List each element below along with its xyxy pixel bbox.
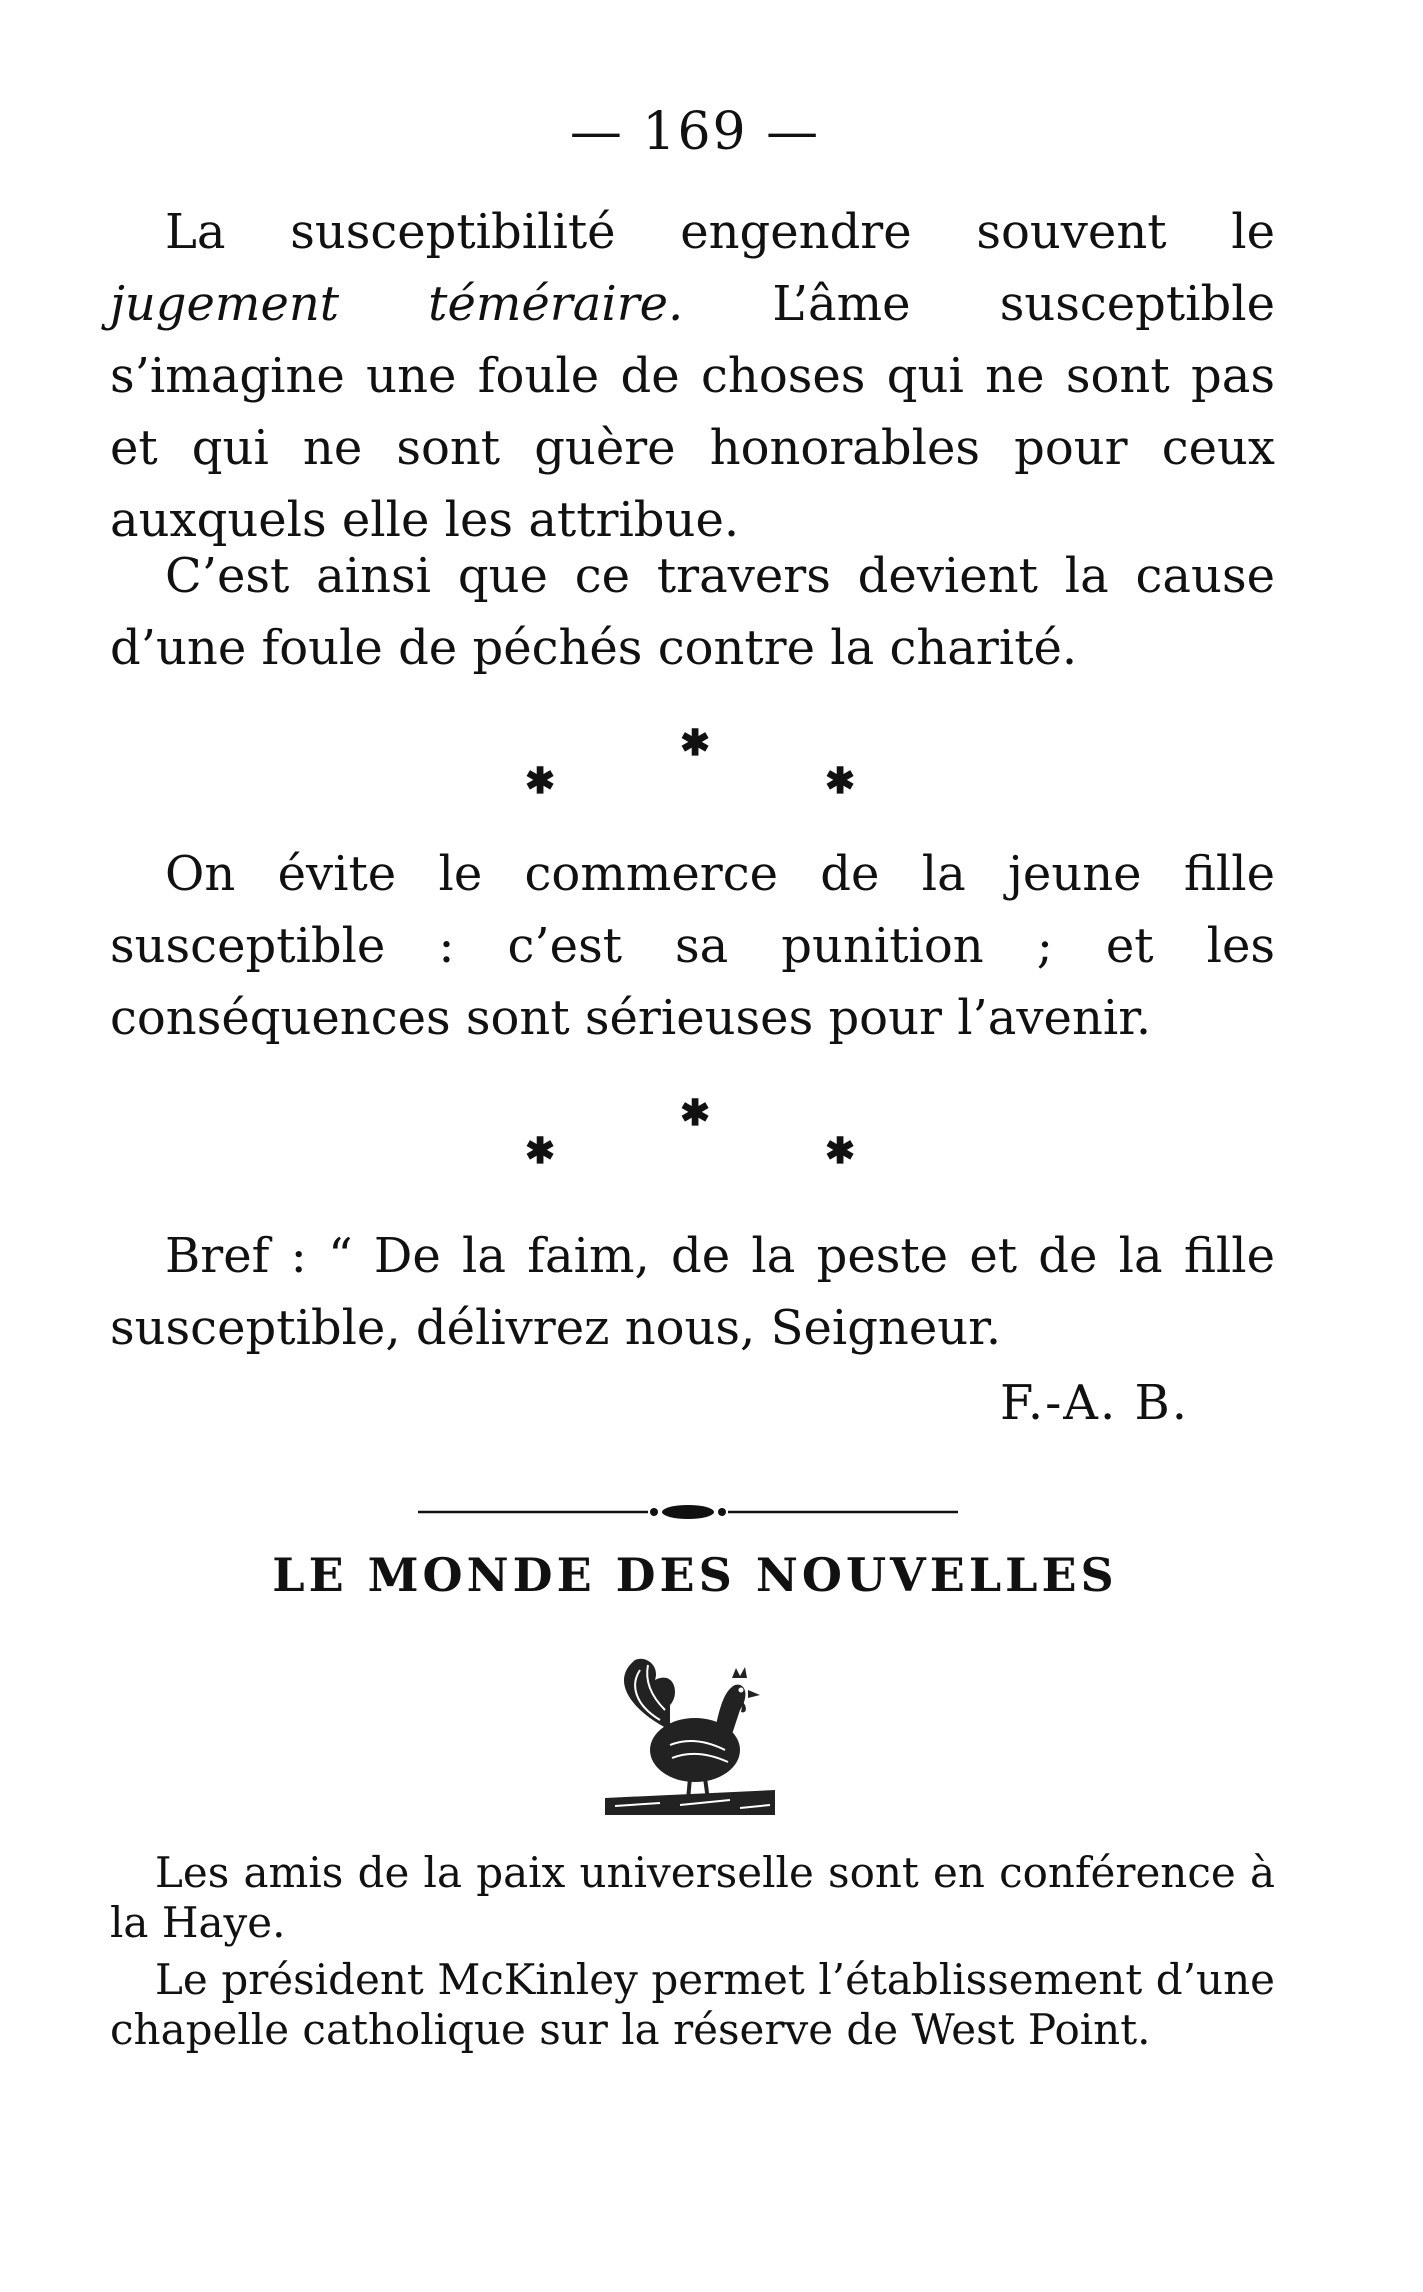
paragraph-1-text-start: La susceptibilité engendre souvent le — [165, 204, 1275, 260]
paragraph-1-text-end: L’âme susceptible s’imagine une foule de choses qui ne sont pas et qui ne sont guère honorables pour ceux auxquels elle les attribue. — [110, 276, 1276, 548]
rooster-icon — [600, 1650, 780, 1820]
news-item-1-text: Les amis de la paix universelle sont en conférence à la Haye. — [110, 1848, 1275, 1947]
asterism-divider-1 — [525, 722, 856, 802]
author-signature: F.-A. B. — [1000, 1375, 1190, 1431]
asterisk-icon: ✱ — [525, 1130, 556, 1172]
asterisk-icon: ✱ — [680, 722, 711, 764]
news-item-2 — [110, 1955, 1275, 2055]
paragraph-2-text: C’est ainsi que ce travers devient la cause d’une foule de péchés contre la charité. — [110, 548, 1275, 676]
paragraph-1-italic-phrase: jugement téméraire. — [110, 276, 684, 332]
paragraph-1 — [110, 196, 1275, 556]
asterisk-icon: ✱ — [825, 1130, 856, 1172]
asterisk-icon: ✱ — [825, 760, 856, 802]
asterism-divider-2 — [525, 1092, 856, 1172]
news-item-2-text: Le président McKinley permet l’établissement d’une chapelle catholique sur la réserve de West Point. — [110, 1955, 1275, 2054]
news-item-1 — [110, 1848, 1275, 1948]
paragraph-4-text: Bref : “ De la faim, de la peste et de la fille susceptible, délivrez nous, Seigneur. — [110, 1228, 1275, 1356]
paragraph-4 — [110, 1220, 1275, 1364]
paragraph-3 — [110, 838, 1275, 1054]
page-number: — 169 — — [569, 102, 821, 162]
section-heading: LE MONDE DES NOUVELLES — [272, 1548, 1118, 1602]
asterisk-icon: ✱ — [680, 1092, 711, 1134]
ornamental-rule — [418, 1502, 958, 1522]
asterisk-icon: ✱ — [525, 760, 556, 802]
paragraph-2 — [110, 540, 1275, 684]
paragraph-3-text: On évite le commerce de la jeune fille susceptible : c’est sa punition ; et les conséquences sont sérieuses pour l’avenir. — [110, 846, 1275, 1046]
